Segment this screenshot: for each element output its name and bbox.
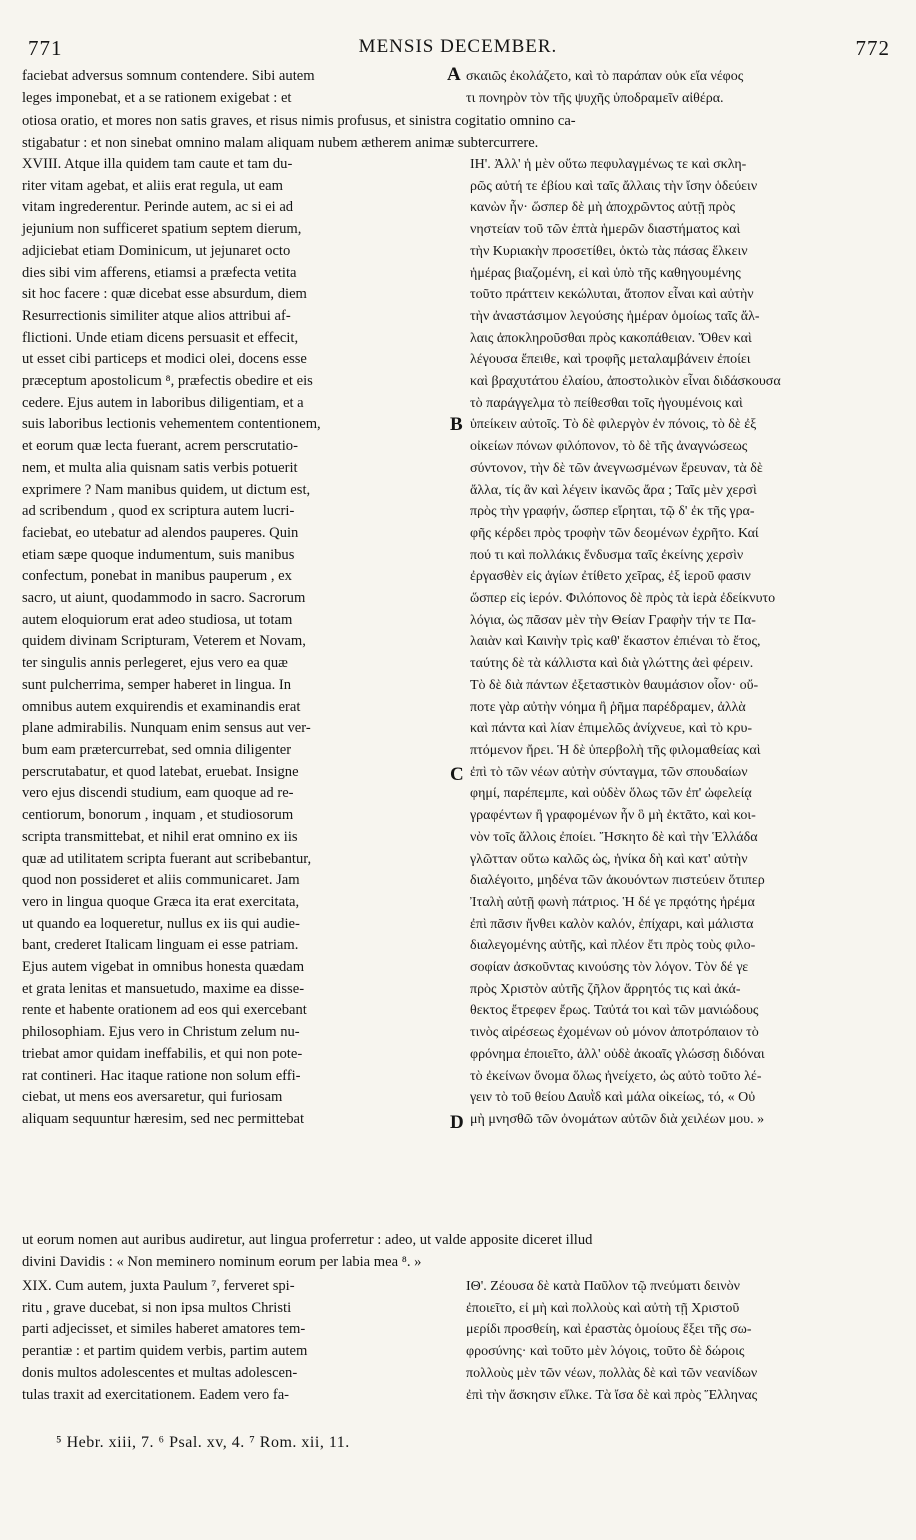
- margin-marker-a: A: [447, 64, 461, 85]
- greek-paragraph-xix: ΙΘ'. Ζέουσα δὲ κατὰ Παῦλον τῷ πνεύματι δεινὸν ἐποιεῖτο, εἰ μὴ καὶ πολλοὺς καὶ αὐτὴ τῇ Χριστοῦ μερίδι προσθείη, καὶ ἐραστὰς ὁμοίους ἕξει τῆς σω- φροσύνης· καὶ τοῦτο μὲν λόγοις, τοῦτο δὲ δώροις πολλοὺς μὲν τῶν νέων, πολλὰς δὲ καὶ τῶν νεανίδων ἐπὶ τὴν ἄσκησιν εἵλκε. Τὰ ἴσα δὲ καὶ πρὸς Ἕλληνας: [466, 1279, 758, 1403]
- full-width-text: otiosa oratio, et mores non satis graves, et risus nimis profusus, et sinistra cogitatio omnino ca- stigabatur : et non sinebat omnino malam aliquam nubem ætherem animæ subtercurrere.: [22, 113, 576, 151]
- right-page-number: 772: [855, 36, 890, 60]
- footnote: ⁵ Hebr. xiii, 7. ⁶ Psal. xv, 4. ⁷ Rom. xii, 11.: [56, 1434, 350, 1451]
- margin-marker-c: C: [450, 764, 464, 785]
- running-title: MENSIS DECEMBER.: [358, 36, 558, 57]
- latin-paragraph-xix: XIX. Cum autem, juxta Paulum ⁷, ferveret spi- ritu , grave ducebat, si non ipsa multos Christi parti adjecisset, et similes haberet amatores tem- perantiæ : et partim quidem verbis, partim autem donis multos adolescentes et multas adolescen- tulas traxit ad exercitationem. Eadem vero fa-: [22, 1278, 308, 1403]
- left-page-number: 771: [28, 36, 63, 60]
- margin-marker-b: B: [450, 414, 463, 435]
- latin-top-text: faciebat adversus somnum contendere. Sibi autem leges imponebat, et a se rationem exigebat : et: [22, 68, 315, 106]
- latin-column: XVIII. Atque illa quidem tam caute et tam du- riter vitam agebat, et aliis erat regula, ut eam vitam ingrederentur. Perinde autem, ac si ei ad jejunium non sufficeret spatium septem dierum, adjiciebat etiam Dominicum, ut jejunaret octo dies sibi vim afferens, etiamsi a præfecta vetita sit hoc facere : quæ dicebat esse absurdum, diem Resurrectionis similiter atque alios attribui af- flictioni. Unde etiam dicens persuasit et effecit, ut esset cibi particeps et modici olei, docens esse præceptum apostolicum ⁸, præfectis obedire et eis cedere. Ejus autem in laboribus diligentiam, et a suis laboribus lectionis vehementem contentionem, et eorum quæ lecta fuerant, acrem perscrutatio- nem, et multa alia quisnam satis verbis potuerit exprimere ? Nam manibus quidem, ut dictum est, ad scribendum , quod ex scriptura autem lucri- faciebat, eo utebatur ad alendos pauperes. Quin etiam sæpe quoque indumentum, suis manibus confectum, ponebat in manibus pauperum , ex sacro, ut aiunt, quodammodo in sacro. Sacrorum autem eloquiorum erat adeo studiosa, ut totam quidem divinam Scripturam, Veterem et Novam, ter singulis annis perlegeret, ejus vero ea quæ sunt pulcherrima, semper haberet in lingua. In omnibus autem exquirendis et examinandis erat plane admirabilis. Nunquam enim sensus aut ver- bum eam prætercurrebat, sed omnia diligenter perscrutabatur, et quod latebat, eruebat. Insigne vero ejus discendi studium, eam quoque ad re- centiorum, bonorum , inquam , et studiosorum scripta transmittebat, et nihil erat omnino ex iis quæ ad utilitatem scripta fuerant aut scribebantur, quod non possideret et aliis communicaret. Jam vero in lingua quoque Græca ita erat exercitata, ut quando ea loqueretur, nullus ex iis qui audie- bant, crederet Italicam linguam ei esse patriam. Ejus autem vigebat in omnibus honesta quædam et grata lenitas et mansuetudo, maxime ea disse- rente et habente orationem ad eos qui exercebant philosophiam. Ejus vero in Christum zelum nu- triebat amor quidam ineffabilis, et qui non pote- rat contineri. Hac itaque ratione non solum effi- ciebat, ut mens eos aversaretur, qui furiosam aliquam sequuntur hæresim, sed nec permittebat: [22, 156, 321, 1127]
- greek-column: ΙΗ'. Ἀλλ' ἡ μὲν οὕτω πεφυλαγμένως τε καὶ σκλη- ρῶς αὐτή τε ἐβίου καὶ ταῖς ἄλλαις τὴν ἴσην ὁδεύειν κανὼν ἦν· ὥσπερ δὲ μὴ ἀποχρῶντος αὐτῇ πρὸς νηστείαν τοῦ τῶν ἑπτὰ ἡμερῶν διαστήματος καὶ τὴν Κυριακὴν προσετίθει, ὀκτὼ τὰς πάσας ἕλκειν ἡμέρας βιαζομένη, εἰ καὶ ὑπὸ τῆς καθηγουμένης τοῦτο πράττειν κεκώλυται, ἄτοπον εἶναι καὶ αὐτὴν τὴν ἀναστάσιμον λεγούσης ἡμέραν ὁμοίως ταῖς ἄλ- λαις ἀποκληροῦσθαι πρὸς κακοπάθειαν. Ὅθεν καὶ λέγουσα ἔπειθε, καὶ τροφῆς μεταλαμβάνειν ἐποίει καὶ βραχυτάτου ἐλαίου, ἀποστολικὸν εἶναι διδάσκουσα τὸ παράγγελμα τὸ πείθεσθαι τοῖς ἡγουμένοις καὶ ὑπείκειν αὐτοῖς. Τὸ δὲ φιλεργὸν ἐν πόνοις, τὸ δὲ ἐξ οἰκείων πόνων φιλόπονον, τὸ δὲ τῆς ἀναγνώσεως σύντονον, τὴν δὲ τῶν ἀνεγνωσμένων ἔρευναν, τὰ δὲ ἄλλα, τίς ἂν καὶ λέγειν ἱκανῶς ἄρα ; Ταῖς μὲν χερσὶ πρὸς τὴν γραφήν, ὥσπερ εἴρηται, τῷ δ' ἐκ τῆς γρα- φῆς κέρδει πρὸς τροφὴν τῶν δεομένων ἐχρῆτο. Καί πού τι καὶ πολλάκις ἔνδυσμα ταῖς ἐκείνης χερσὶν ἐργασθὲν εἰς ἁγίων ἐτίθετο χεῖρας, ἐξ ἱεροῦ φασιν ὥσπερ εἰς ἱερόν. Φιλόπονος δὲ πρὸς τὰ ἱερὰ ἐδείκνυτο λόγια, ὡς πᾶσαν μὲν τὴν Θείαν Γραφὴν τήν τε Πα- λαιὰν καὶ Καινὴν τρὶς καθ' ἕκαστον ἐπιέναι τὸ ἔτος, ταύτης δὲ τὰ κάλλιστα καὶ διὰ γλώττης ἀεὶ φέρειν. Τὸ δὲ διὰ πάντων ἐξεταστικὸν θαυμάσιον οἷον· οὔ- ποτε γὰρ αὐτὴν νόημα ἢ ῥῆμα παρέδραμεν, ἀλλὰ καὶ πάντα καὶ λίαν ἐπιμελῶς ἀνίχνευε, καὶ τὸ κρυ- πτόμενον ἤρει. Ἡ δὲ ὑπερβολὴ τῆς φιλομαθείας καὶ ἐπὶ τὸ τῶν νέων αὐτὴν σύνταγμα, τῶν σπουδαίων φημί, παρέπεμπε, καὶ οὐδὲν ὅλως τῶν ἐπ' ὠφελείᾳ γραφέντων ἢ γραφομένων ἦν ὃ μὴ ἐκτᾶτο, καὶ κοι- νὸν τοῖς ἄλλοις ἐποίει. Ἤσκητο δὲ καὶ τὴν Ἑλλάδα γλῶτταν οὕτω καλῶς ὡς, ἡνίκα δὴ καὶ κατ' αὐτὴν διαλέγοιτο, μηδένα τῶν ἀκουόντων πιστεύειν ὅτιπερ Ἰταλὴ αὐτῇ φωνὴ πάτριος. Ἡ δέ γε πρᾳότης ἠρέμα ἐπὶ πᾶσιν ἤνθει καλὸν καλόν, ἐπίχαρι, καὶ μάλιστα διαλεγομένης αὐτῆς, καὶ πλέον ἔτι πρὸς τοὺς φιλο- σοφίαν ἀσκοῦντας κινούσης τὸν λόγον. Τὸν δέ γε πρὸς Χριστὸν αὐτῆς ζῆλον ἄρρητός τις καὶ ἀκά- θεκτος ἔτρεφεν ἔρως. Ταὐτά τοι καὶ τῶν μανιώδους τινὸς αἱρέσεως ἐχομένων οὐ μόνον ἀποτρόπαιον τὸ φρόνημα ἐποιεῖτο, ἀλλ' οὐδὲ ἀκοαῖς γλώσσῃ διδόναι τὸ ἐκείνων ὄνομα ὅλως ἠνείχετο, ὡς αὐτὸ τοῦτο λέ- γειν τὸ τοῦ θείου Δαυῒδ καὶ μάλα οἰκείως, τό, « Οὐ μὴ μνησθῶ τῶν ὀνομάτων αὐτῶν διὰ χειλέων μου. »: [470, 157, 781, 1127]
- page-header: [20, 36, 896, 64]
- mixed-line-2: divini Davidis : « Non meminero nominum eorum per labia mea ⁸. »: [22, 1254, 422, 1270]
- margin-marker-d: D: [450, 1112, 464, 1133]
- mixed-line-1: ut eorum nomen aut auribus audiretur, aut lingua proferretur : adeo, ut valde apposite diceret illud: [22, 1232, 593, 1248]
- greek-top-text: σκαιῶς ἐκολάζετο, καὶ τὸ παράπαν οὐκ εἴα νέφος τι πονηρὸν τὸν τῆς ψυχῆς ὑποδραμεῖν αἰθέρα.: [466, 69, 744, 106]
